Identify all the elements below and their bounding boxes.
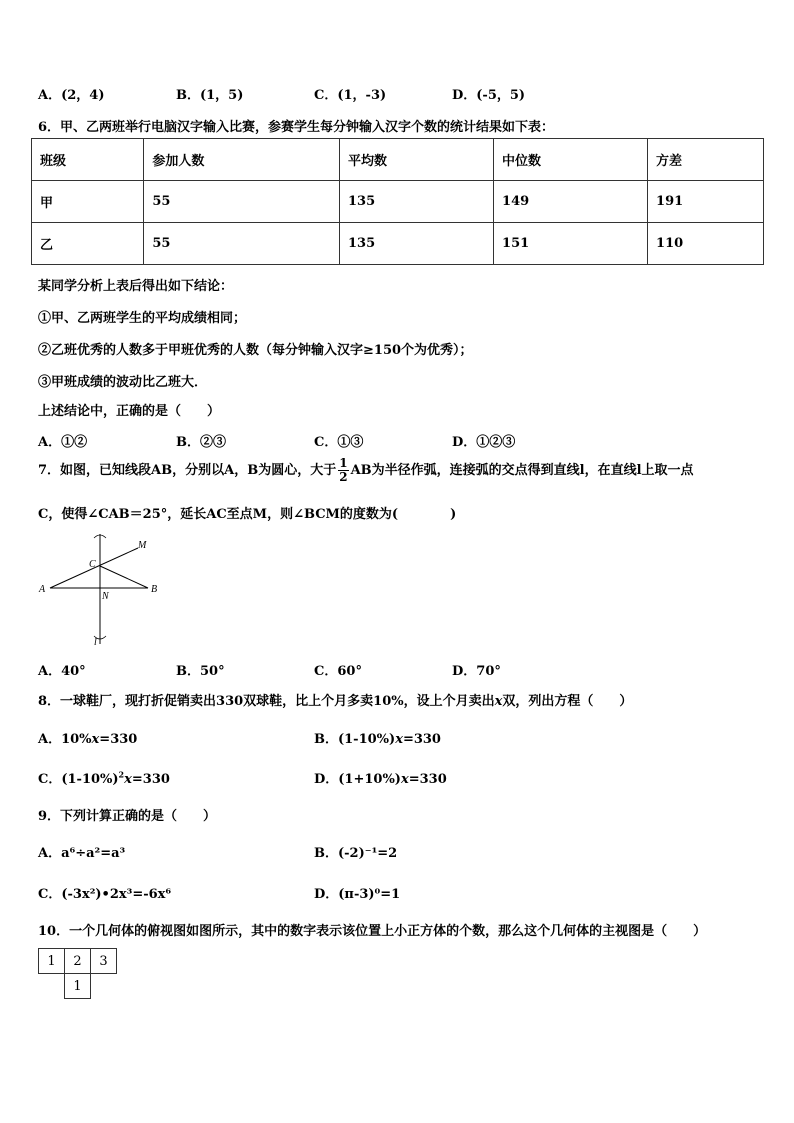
variable-x: x xyxy=(91,732,100,747)
q8-option-d xyxy=(314,768,447,787)
table-cell: 149 xyxy=(494,181,648,223)
table-cell: 151 xyxy=(494,223,648,265)
q6-option-a: A．①② xyxy=(38,435,88,450)
label-m: M xyxy=(138,540,147,551)
q9-option-b: B．(-2)⁻¹=2 xyxy=(314,846,398,861)
table-row xyxy=(32,223,764,265)
q7-option-d: D．70° xyxy=(452,664,501,679)
label-b: B xyxy=(151,584,158,595)
q7-option-b: B．50° xyxy=(176,664,225,679)
variable-x: x xyxy=(395,732,403,747)
header-cell: 平均数 xyxy=(340,139,494,181)
q8-stem xyxy=(38,690,632,709)
q7-geometry-figure xyxy=(36,528,166,650)
option-text: =330 xyxy=(402,732,441,747)
q5-option-c: C．(1，-3) xyxy=(314,88,387,103)
segment-cb xyxy=(100,566,148,588)
header-cell: 参加人数 xyxy=(144,139,340,181)
q8-stem-text-end: 双，列出方程（ ） xyxy=(502,694,633,709)
option-text: A．10% xyxy=(38,732,92,747)
header-cell: 方差 xyxy=(648,139,764,181)
q10-top-view-grid xyxy=(38,948,117,999)
grid-cell: 1 xyxy=(39,949,65,974)
variable-x: x xyxy=(494,694,503,709)
header-cell: 中位数 xyxy=(494,139,648,181)
table-header-row xyxy=(32,139,764,181)
q6-conclusion-2: ②乙班优秀的人数多于甲班优秀的人数（每分钟输入汉字≥150个为优秀）； xyxy=(38,343,473,358)
table-cell: 191 xyxy=(648,181,764,223)
grid-cell: 1 xyxy=(65,974,91,999)
q6-stem: 6．甲、乙两班举行电脑汉字输入比赛，参赛学生每分钟输入汉字个数的统计结果如下表： xyxy=(38,120,555,135)
table-cell: 乙 xyxy=(32,223,144,265)
q6-stats-table xyxy=(31,138,764,265)
q5-option-d: D．(-5，5) xyxy=(452,88,526,103)
variable-x: x xyxy=(124,772,132,787)
q6-option-c: C．①③ xyxy=(314,435,364,450)
q6-ask: 上述结论中，正确的是（ ） xyxy=(38,404,221,419)
q5-option-b: B．(1，5) xyxy=(176,88,244,103)
q6-conclusion-1: ①甲、乙两班学生的平均成绩相同； xyxy=(38,311,247,326)
variable-x: x xyxy=(400,772,409,787)
label-n: N xyxy=(102,591,109,602)
table-cell: 135 xyxy=(340,223,494,265)
q8-option-b xyxy=(314,728,441,747)
q7-text-b: AB为半径作弧，连接弧的交点得到直线l，在直线l上取一点 xyxy=(350,463,694,478)
q6-conclusion-3: ③甲班成绩的波动比乙班大． xyxy=(38,375,208,390)
q9-option-c: C．(-3x²)•2x³=-6x⁶ xyxy=(38,887,172,902)
q7-text-a: 7．如图，已知线段AB，分别以A，B为圆心，大于 xyxy=(38,463,337,478)
q9-option-d: D．(π-3)⁰=1 xyxy=(314,887,401,902)
table-cell: 110 xyxy=(648,223,764,265)
grid-cell: 2 xyxy=(65,949,91,974)
fraction-numerator: 1 xyxy=(339,456,348,470)
label-l: l xyxy=(94,637,97,648)
q6-option-b: B．②③ xyxy=(176,435,226,450)
grid-row xyxy=(39,974,117,999)
table-row xyxy=(32,181,764,223)
q8-option-c xyxy=(38,768,170,787)
option-text: =330 xyxy=(131,772,170,787)
fraction-one-half xyxy=(338,457,348,484)
q8-stem-text: 8．一球鞋厂，现打折促销卖出330双球鞋，比上个月多卖10%，设上个月卖出 xyxy=(38,694,495,709)
q6-text: 某同学分析上表后得出如下结论： xyxy=(38,279,234,294)
grid-cell-empty xyxy=(39,974,65,999)
q9-option-a: A．a⁶÷a²=a³ xyxy=(38,846,126,861)
table-cell: 55 xyxy=(144,181,340,223)
q9-stem: 9．下列计算正确的是（ ） xyxy=(38,809,217,824)
grid-cell-empty xyxy=(91,974,117,999)
q7-option-a: A．40° xyxy=(38,664,86,679)
label-c: C xyxy=(89,559,96,570)
label-a: A xyxy=(39,584,46,595)
q5-option-a: A．(2，4) xyxy=(38,88,105,103)
q10-stem: 10．一个几何体的俯视图如图所示，其中的数字表示该位置上小正方体的个数，那么这个几何体的主视图是（ ） xyxy=(38,924,707,939)
q6-option-d: D．①②③ xyxy=(452,435,516,450)
exponent: 2 xyxy=(118,769,125,780)
header-cell: 班级 xyxy=(32,139,144,181)
q8-option-a xyxy=(38,728,137,747)
option-text: =330 xyxy=(408,772,447,787)
option-text: =330 xyxy=(99,732,138,747)
option-text: C．(1-10%) xyxy=(38,772,119,787)
fraction-denominator: 2 xyxy=(339,470,348,484)
q7-line-1 xyxy=(38,456,694,486)
option-text: B．(1-10%) xyxy=(314,732,396,747)
table-cell: 甲 xyxy=(32,181,144,223)
q7-option-c: C．60° xyxy=(314,664,362,679)
grid-cell: 3 xyxy=(91,949,117,974)
grid-row xyxy=(39,949,117,974)
q7-line-2: C，使得∠CAB＝25°，延长AC至点M，则∠BCM的度数为( ) xyxy=(38,507,457,522)
table-cell: 135 xyxy=(340,181,494,223)
option-text: D．(1+10%) xyxy=(314,772,401,787)
table-cell: 55 xyxy=(144,223,340,265)
